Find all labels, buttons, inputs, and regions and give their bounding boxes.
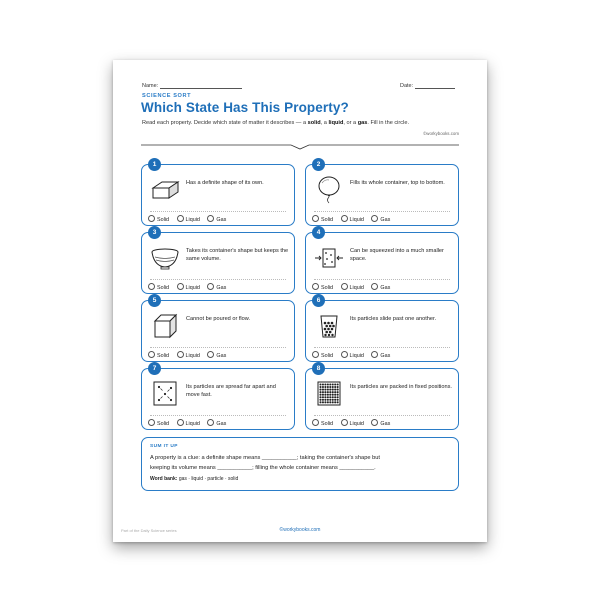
- particle-dot: [332, 389, 334, 391]
- option-liquid[interactable]: Liquid: [177, 419, 200, 427]
- syringe-compress-icon: [314, 244, 344, 272]
- property-card-3: [141, 229, 295, 294]
- property-card-5: [141, 297, 295, 362]
- particle-dot: [327, 401, 329, 403]
- particle-dot: [319, 391, 321, 393]
- particle-dot: [327, 386, 329, 388]
- option-gas[interactable]: Gas: [207, 283, 226, 291]
- particle-dot: [322, 396, 324, 398]
- particle-dot: [329, 389, 331, 391]
- particle-dot: [329, 401, 331, 403]
- particle-dot: [319, 389, 321, 391]
- answer-options: [148, 419, 232, 427]
- particle-dot: [337, 401, 339, 403]
- dotted-separator: [314, 415, 450, 416]
- block-icon: [150, 176, 180, 204]
- balloon-icon: [314, 176, 344, 204]
- date-field[interactable]: [400, 82, 455, 89]
- sum-line-2: keeping its volume means ___________; filling the whole container means ___________.: [150, 465, 376, 471]
- radio-circle[interactable]: [148, 419, 155, 426]
- option-gas[interactable]: Gas: [371, 351, 390, 359]
- radio-circle[interactable]: [207, 215, 214, 222]
- particle-dot: [322, 386, 324, 388]
- radio-circle[interactable]: [312, 215, 319, 222]
- bowl-icon: [150, 244, 180, 272]
- particle-dot: [329, 391, 331, 393]
- option-gas[interactable]: Gas: [207, 419, 226, 427]
- spread-particles-icon: [150, 380, 180, 408]
- card-number-badge: 7: [148, 362, 161, 375]
- particle-dot: [334, 389, 336, 391]
- card-number-badge: 3: [148, 226, 161, 239]
- answer-options: [312, 215, 396, 223]
- radio-circle[interactable]: [312, 283, 319, 290]
- particle-dot: [324, 401, 326, 403]
- word-bank: [150, 476, 238, 482]
- property-card-7: [141, 365, 295, 430]
- option-gas[interactable]: Gas: [207, 215, 226, 223]
- particle-dot: [334, 396, 336, 398]
- option-gas[interactable]: Gas: [371, 215, 390, 223]
- particle-dot: [337, 394, 339, 396]
- option-solid[interactable]: Solid: [148, 419, 169, 427]
- cube-icon: [150, 312, 180, 340]
- particle-dot: [329, 394, 331, 396]
- particle-dot: [324, 389, 326, 391]
- answer-options: [148, 283, 232, 291]
- particle-dot: [332, 396, 334, 398]
- particle-dot: [327, 391, 329, 393]
- sum-text[interactable]: [150, 453, 450, 473]
- particle-dot: [332, 399, 334, 401]
- option-liquid[interactable]: Liquid: [177, 283, 200, 291]
- radio-circle[interactable]: [207, 283, 214, 290]
- particle-dot: [329, 386, 331, 388]
- radio-circle[interactable]: [177, 215, 184, 222]
- radio-circle[interactable]: [371, 351, 378, 358]
- particle-dot: [337, 399, 339, 401]
- answer-options: [148, 351, 232, 359]
- particle-dot: [324, 396, 326, 398]
- particle-dot: [322, 394, 324, 396]
- particle-dot: [327, 396, 329, 398]
- particle-dot: [337, 391, 339, 393]
- option-solid[interactable]: Solid: [312, 351, 333, 359]
- radio-circle[interactable]: [148, 283, 155, 290]
- particle-dot: [334, 399, 336, 401]
- particle-dot: [332, 394, 334, 396]
- property-text: Takes its container's shape but keeps the same volume.: [186, 248, 289, 262]
- footer-site[interactable]: ©workybooks.com: [279, 527, 321, 533]
- radio-circle[interactable]: [371, 283, 378, 290]
- radio-circle[interactable]: [341, 215, 348, 222]
- radio-circle[interactable]: [312, 419, 319, 426]
- eyebrow-label: SCIENCE SORT: [142, 93, 192, 99]
- particle-dot: [322, 383, 324, 385]
- particle-dot: [334, 383, 336, 385]
- sum-it-up-box: [141, 437, 459, 491]
- property-card-1: [141, 161, 295, 226]
- property-text: Can be squeezed into a much smaller space.: [350, 248, 444, 262]
- particle-dot: [334, 394, 336, 396]
- property-text: Fills its whole container, top to bottom.: [350, 180, 445, 186]
- card-number-badge: 8: [312, 362, 325, 375]
- word-bank-words: gas · liquid · particle · solid: [178, 476, 239, 482]
- answer-options: [312, 283, 396, 291]
- particle-dot: [337, 389, 339, 391]
- particle-dot: [319, 386, 321, 388]
- property-text: Its particles are packed in fixed positions.: [350, 384, 452, 390]
- dotted-separator: [314, 347, 450, 348]
- name-label: Name:: [142, 83, 159, 89]
- particle-dot: [334, 401, 336, 403]
- particle-dot: [319, 396, 321, 398]
- answer-options: [148, 215, 232, 223]
- option-liquid[interactable]: Liquid: [341, 215, 364, 223]
- particle-dot: [332, 383, 334, 385]
- option-gas[interactable]: Gas: [207, 351, 226, 359]
- particle-dot: [322, 391, 324, 393]
- particle-dot: [329, 396, 331, 398]
- word-bank-label: Word bank:: [150, 476, 178, 482]
- particle-dot: [337, 386, 339, 388]
- option-solid[interactable]: Solid: [312, 283, 333, 291]
- particle-dot: [327, 389, 329, 391]
- date-label: Date:: [400, 83, 414, 89]
- particle-dot: [329, 383, 331, 385]
- header-divider: [141, 140, 459, 150]
- dotted-separator: [314, 279, 450, 280]
- particle-dot: [324, 399, 326, 401]
- answer-options: [312, 419, 396, 427]
- option-solid[interactable]: Solid: [312, 419, 333, 427]
- credit-text: ©workybooks.com: [423, 131, 459, 136]
- card-number-badge: 5: [148, 294, 161, 307]
- card-number-badge: 2: [312, 158, 325, 171]
- particle-dot: [319, 394, 321, 396]
- instructions: Read each property. Decide which state of matter it describes — a solid, a liquid, or a gas. Fill in the circle.: [142, 120, 409, 126]
- beaker-particles-icon: [314, 312, 344, 340]
- dotted-separator: [150, 211, 286, 212]
- property-text: Has a definite shape of its own.: [186, 180, 264, 186]
- particle-dot: [324, 383, 326, 385]
- option-solid[interactable]: Solid: [312, 215, 333, 223]
- card-number-badge: 6: [312, 294, 325, 307]
- particle-dot: [332, 401, 334, 403]
- radio-circle[interactable]: [177, 351, 184, 358]
- radio-circle[interactable]: [371, 419, 378, 426]
- property-card-4: [305, 229, 459, 294]
- particle-dot: [319, 383, 321, 385]
- sum-line-1: A property is a clue: a definite shape means ___________; taking the container's shape but: [150, 455, 381, 461]
- radio-circle[interactable]: [371, 215, 378, 222]
- worksheet-page: [113, 60, 487, 542]
- radio-circle[interactable]: [312, 351, 319, 358]
- name-blank[interactable]: [160, 82, 242, 89]
- footer-series: Part of the Daily Science series: [121, 528, 177, 533]
- particle-dot: [327, 399, 329, 401]
- particle-dot: [327, 383, 329, 385]
- particle-dot: [324, 386, 326, 388]
- particle-dot: [337, 383, 339, 385]
- dotted-separator: [314, 211, 450, 212]
- particle-dot: [324, 394, 326, 396]
- sum-title: SUM IT UP: [150, 444, 178, 449]
- option-solid[interactable]: Solid: [148, 283, 169, 291]
- radio-circle[interactable]: [177, 419, 184, 426]
- date-blank[interactable]: [415, 82, 455, 89]
- particle-dot: [327, 394, 329, 396]
- radio-circle[interactable]: [341, 419, 348, 426]
- property-text: Cannot be poured or flow.: [186, 316, 251, 322]
- property-text: Its particles slide past one another.: [350, 316, 437, 322]
- card-number-badge: 1: [148, 158, 161, 171]
- option-liquid[interactable]: Liquid: [341, 351, 364, 359]
- radio-circle[interactable]: [177, 283, 184, 290]
- particle-dot: [332, 386, 334, 388]
- particle-dot: [322, 399, 324, 401]
- option-solid[interactable]: Solid: [148, 215, 169, 223]
- page-title: Which State Has This Property?: [141, 100, 349, 115]
- particle-dot: [322, 389, 324, 391]
- option-gas[interactable]: Gas: [371, 419, 390, 427]
- particle-dot: [329, 399, 331, 401]
- particle-dot: [322, 401, 324, 403]
- option-solid[interactable]: Solid: [148, 351, 169, 359]
- name-field[interactable]: [142, 82, 242, 89]
- answer-options: [312, 351, 396, 359]
- particle-dot: [319, 401, 321, 403]
- property-card-2: [305, 161, 459, 226]
- option-liquid[interactable]: Liquid: [341, 283, 364, 291]
- option-liquid[interactable]: Liquid: [177, 215, 200, 223]
- property-text: Its particles are spread far apart and move fast.: [186, 384, 276, 398]
- particle-dot: [332, 391, 334, 393]
- dotted-separator: [150, 279, 286, 280]
- radio-circle[interactable]: [148, 215, 155, 222]
- particle-dot: [334, 386, 336, 388]
- property-card-6: [305, 297, 459, 362]
- property-card-8: [305, 365, 459, 430]
- option-gas[interactable]: Gas: [371, 283, 390, 291]
- radio-circle[interactable]: [207, 351, 214, 358]
- card-number-badge: 4: [312, 226, 325, 239]
- radio-circle[interactable]: [148, 351, 155, 358]
- radio-circle[interactable]: [341, 351, 348, 358]
- option-liquid[interactable]: Liquid: [341, 419, 364, 427]
- option-liquid[interactable]: Liquid: [177, 351, 200, 359]
- particle-dot: [337, 396, 339, 398]
- particle-dot: [324, 391, 326, 393]
- particle-dot: [334, 391, 336, 393]
- dotted-separator: [150, 415, 286, 416]
- radio-circle[interactable]: [207, 419, 214, 426]
- packed-grid-icon: [314, 380, 344, 408]
- radio-circle[interactable]: [341, 283, 348, 290]
- particle-dot: [319, 399, 321, 401]
- dotted-separator: [150, 347, 286, 348]
